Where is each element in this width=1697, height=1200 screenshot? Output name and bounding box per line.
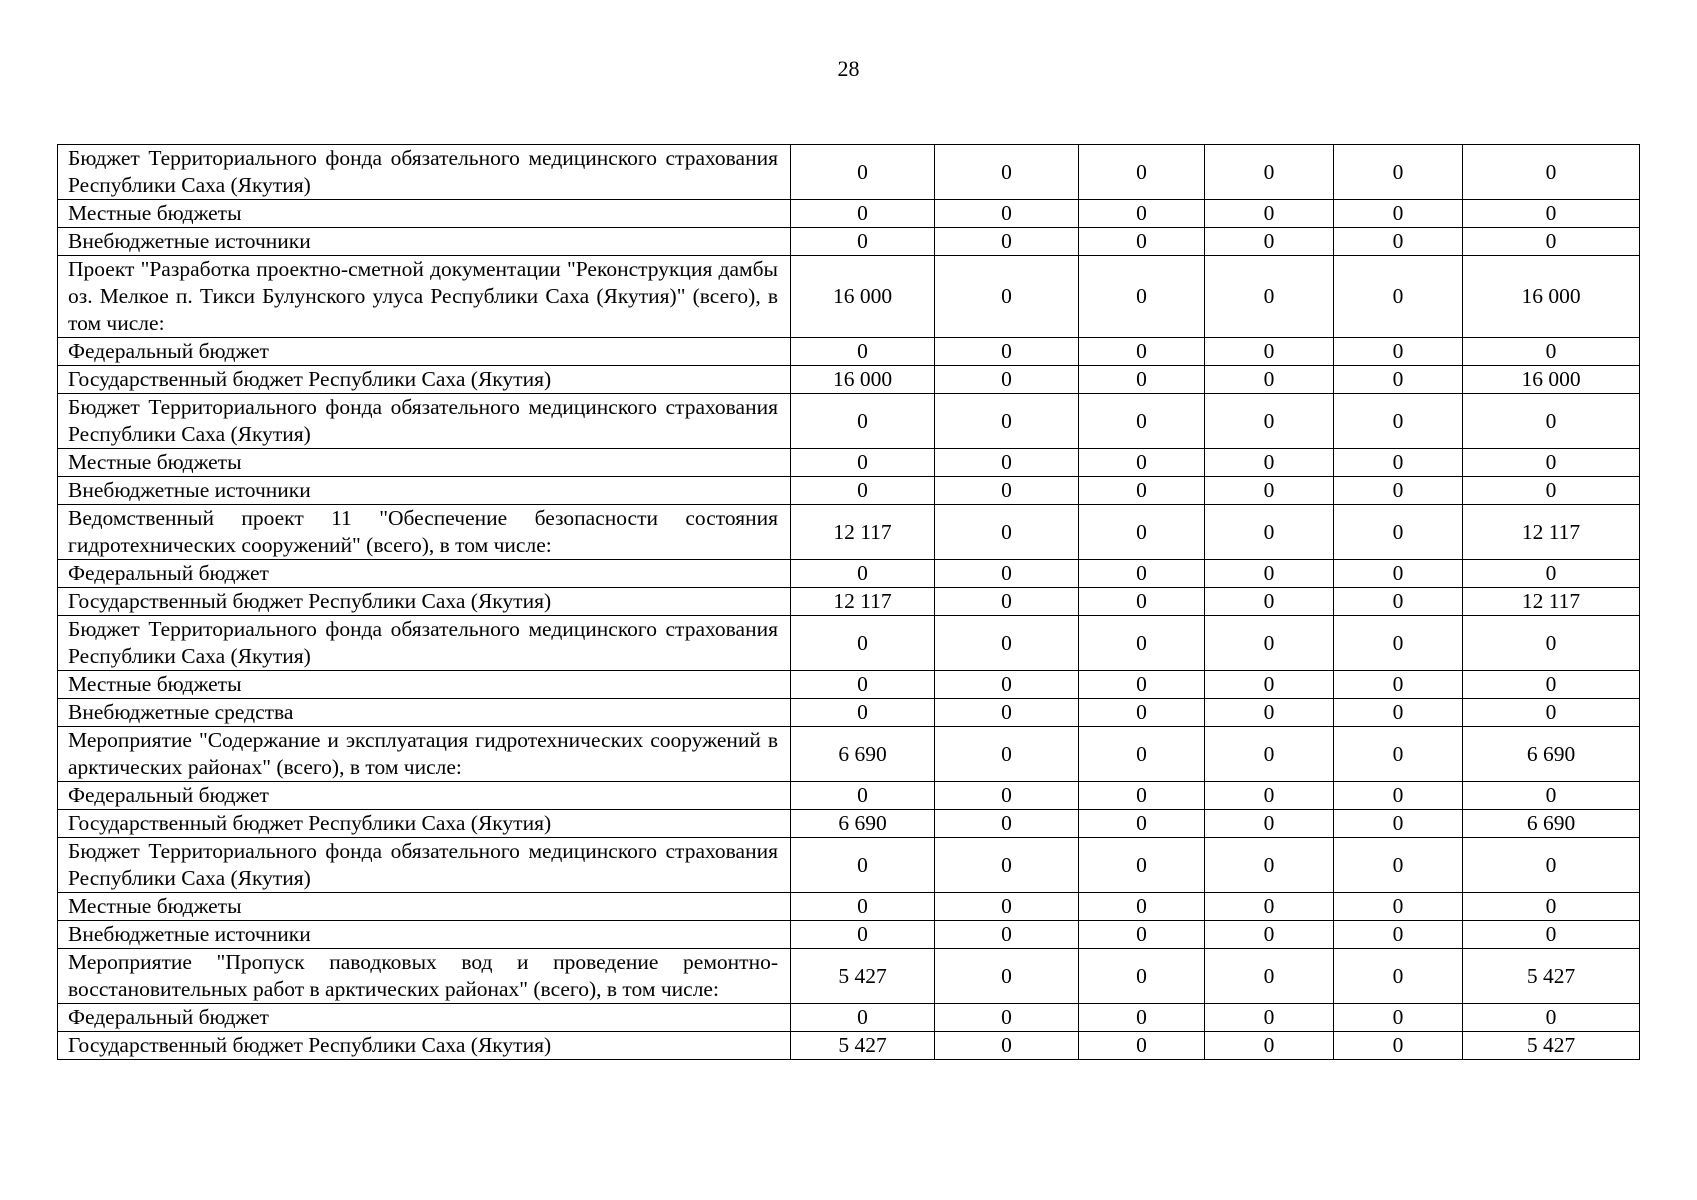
value-cell: 0 — [935, 394, 1079, 449]
value-cell: 0 — [1334, 838, 1463, 893]
value-cell: 0 — [1079, 449, 1205, 477]
value-cell: 0 — [935, 782, 1079, 810]
table-row — [58, 1032, 1640, 1060]
value-cell: 0 — [935, 338, 1079, 366]
value-cell: 0 — [791, 671, 935, 699]
table-row — [58, 505, 1640, 560]
value-cell: 0 — [1334, 727, 1463, 782]
value-cell: 0 — [1334, 477, 1463, 505]
value-cell: 0 — [1079, 810, 1205, 838]
value-cell: 0 — [1463, 560, 1640, 588]
value-cell: 0 — [791, 145, 935, 200]
table-row — [58, 588, 1640, 616]
value-cell: 0 — [935, 838, 1079, 893]
row-label: Местные бюджеты — [58, 893, 791, 921]
row-label: Государственный бюджет Республики Саха (Якутия) — [58, 1032, 791, 1060]
row-label: Внебюджетные источники — [58, 228, 791, 256]
table-row — [58, 671, 1640, 699]
value-cell: 0 — [1205, 338, 1334, 366]
value-cell: 0 — [1205, 1032, 1334, 1060]
value-cell: 0 — [1463, 921, 1640, 949]
value-cell: 0 — [791, 616, 935, 671]
value-cell: 0 — [935, 1004, 1079, 1032]
value-cell: 0 — [1205, 200, 1334, 228]
row-label: Внебюджетные источники — [58, 921, 791, 949]
value-cell: 0 — [1334, 699, 1463, 727]
table-row — [58, 338, 1640, 366]
value-cell: 0 — [1079, 505, 1205, 560]
value-cell: 0 — [1079, 949, 1205, 1004]
row-label: Мероприятие "Пропуск паводковых вод и проведение ремонтно-восстановительных работ в арктических районах" (всего), в том числе: — [58, 949, 791, 1004]
value-cell: 0 — [1463, 145, 1640, 200]
value-cell: 0 — [1079, 588, 1205, 616]
value-cell: 0 — [935, 699, 1079, 727]
value-cell: 0 — [1334, 1032, 1463, 1060]
row-label: Бюджет Территориального фонда обязательного медицинского страхования Республики Саха (Якутия) — [58, 394, 791, 449]
value-cell: 0 — [1205, 921, 1334, 949]
value-cell: 0 — [791, 228, 935, 256]
table-row — [58, 810, 1640, 838]
value-cell: 0 — [1079, 838, 1205, 893]
value-cell: 0 — [1205, 838, 1334, 893]
value-cell: 0 — [935, 366, 1079, 394]
value-cell: 5 427 — [1463, 949, 1640, 1004]
value-cell: 0 — [1334, 560, 1463, 588]
value-cell: 0 — [791, 477, 935, 505]
value-cell: 0 — [1334, 782, 1463, 810]
value-cell: 0 — [1079, 366, 1205, 394]
value-cell: 0 — [791, 338, 935, 366]
value-cell: 0 — [1079, 145, 1205, 200]
value-cell: 0 — [1463, 394, 1640, 449]
value-cell: 0 — [1463, 449, 1640, 477]
value-cell: 0 — [935, 893, 1079, 921]
row-label: Внебюджетные средства — [58, 699, 791, 727]
value-cell: 0 — [1205, 145, 1334, 200]
row-label: Мероприятие "Содержание и эксплуатация гидротехнических сооружений в арктических районах" (всего), в том числе: — [58, 727, 791, 782]
table-row — [58, 893, 1640, 921]
value-cell: 0 — [1334, 810, 1463, 838]
row-label: Бюджет Территориального фонда обязательного медицинского страхования Республики Саха (Якутия) — [58, 145, 791, 200]
table-row — [58, 838, 1640, 893]
value-cell: 12 117 — [1463, 505, 1640, 560]
value-cell: 0 — [1079, 1004, 1205, 1032]
value-cell: 5 427 — [1463, 1032, 1640, 1060]
table-row — [58, 256, 1640, 338]
table-row — [58, 921, 1640, 949]
value-cell: 0 — [1205, 588, 1334, 616]
value-cell: 0 — [1079, 727, 1205, 782]
value-cell: 0 — [791, 560, 935, 588]
value-cell: 0 — [1205, 810, 1334, 838]
table-row — [58, 782, 1640, 810]
value-cell: 0 — [1463, 477, 1640, 505]
row-label: Проект "Разработка проектно-сметной документации "Реконструкция дамбы оз. Мелкое п. Тикси Булунского улуса Республики Саха (Якутия)" (всего), в том числе: — [58, 256, 791, 338]
value-cell: 0 — [1463, 893, 1640, 921]
table-row — [58, 560, 1640, 588]
table-row — [58, 477, 1640, 505]
value-cell: 12 117 — [791, 588, 935, 616]
value-cell: 6 690 — [791, 810, 935, 838]
row-label: Государственный бюджет Республики Саха (Якутия) — [58, 366, 791, 394]
value-cell: 0 — [791, 699, 935, 727]
table-row — [58, 200, 1640, 228]
row-label: Бюджет Территориального фонда обязательного медицинского страхования Республики Саха (Якутия) — [58, 838, 791, 893]
value-cell: 0 — [1205, 477, 1334, 505]
value-cell: 0 — [1079, 921, 1205, 949]
value-cell: 0 — [1334, 449, 1463, 477]
value-cell: 0 — [1205, 893, 1334, 921]
value-cell: 0 — [1079, 228, 1205, 256]
value-cell: 0 — [791, 449, 935, 477]
value-cell: 0 — [1334, 616, 1463, 671]
value-cell: 16 000 — [1463, 256, 1640, 338]
table-row — [58, 394, 1640, 449]
value-cell: 0 — [935, 256, 1079, 338]
value-cell: 0 — [1079, 699, 1205, 727]
table-row — [58, 1004, 1640, 1032]
value-cell: 0 — [1463, 1004, 1640, 1032]
table-row — [58, 449, 1640, 477]
value-cell: 12 117 — [791, 505, 935, 560]
value-cell: 0 — [1463, 200, 1640, 228]
row-label: Местные бюджеты — [58, 200, 791, 228]
value-cell: 0 — [1205, 449, 1334, 477]
value-cell: 0 — [1463, 338, 1640, 366]
value-cell: 0 — [791, 921, 935, 949]
value-cell: 0 — [1205, 699, 1334, 727]
value-cell: 0 — [791, 200, 935, 228]
value-cell: 6 690 — [791, 727, 935, 782]
value-cell: 0 — [1334, 921, 1463, 949]
table-row — [58, 145, 1640, 200]
value-cell: 0 — [791, 394, 935, 449]
table-row — [58, 616, 1640, 671]
value-cell: 0 — [1334, 145, 1463, 200]
value-cell: 0 — [1205, 256, 1334, 338]
value-cell: 0 — [1205, 560, 1334, 588]
value-cell: 0 — [1463, 671, 1640, 699]
row-label: Внебюджетные источники — [58, 477, 791, 505]
value-cell: 0 — [1079, 671, 1205, 699]
value-cell: 0 — [791, 782, 935, 810]
value-cell: 0 — [1205, 505, 1334, 560]
value-cell: 0 — [1463, 838, 1640, 893]
value-cell: 6 690 — [1463, 810, 1640, 838]
value-cell: 0 — [1463, 782, 1640, 810]
value-cell: 0 — [935, 810, 1079, 838]
value-cell: 0 — [1079, 338, 1205, 366]
value-cell: 0 — [1334, 338, 1463, 366]
row-label: Федеральный бюджет — [58, 338, 791, 366]
value-cell: 0 — [935, 200, 1079, 228]
row-label: Федеральный бюджет — [58, 782, 791, 810]
row-label: Местные бюджеты — [58, 671, 791, 699]
table-body — [58, 145, 1640, 1060]
table-row — [58, 727, 1640, 782]
value-cell: 16 000 — [1463, 366, 1640, 394]
value-cell: 5 427 — [791, 1032, 935, 1060]
value-cell: 0 — [935, 616, 1079, 671]
value-cell: 0 — [935, 1032, 1079, 1060]
value-cell: 0 — [935, 588, 1079, 616]
budget-table — [57, 144, 1640, 1060]
page-number: 28 — [837, 56, 860, 81]
value-cell: 0 — [1079, 782, 1205, 810]
value-cell: 0 — [935, 477, 1079, 505]
value-cell: 16 000 — [791, 256, 935, 338]
value-cell: 0 — [935, 505, 1079, 560]
value-cell: 0 — [1205, 782, 1334, 810]
value-cell: 0 — [1334, 893, 1463, 921]
value-cell: 0 — [791, 1004, 935, 1032]
value-cell: 0 — [1205, 616, 1334, 671]
value-cell: 0 — [1079, 893, 1205, 921]
value-cell: 0 — [1079, 256, 1205, 338]
value-cell: 0 — [1205, 671, 1334, 699]
value-cell: 0 — [1334, 1004, 1463, 1032]
row-label: Государственный бюджет Республики Саха (Якутия) — [58, 588, 791, 616]
value-cell: 0 — [935, 921, 1079, 949]
table-row — [58, 949, 1640, 1004]
row-label: Бюджет Территориального фонда обязательного медицинского страхования Республики Саха (Якутия) — [58, 616, 791, 671]
value-cell: 0 — [1334, 200, 1463, 228]
value-cell: 0 — [1334, 949, 1463, 1004]
value-cell: 0 — [1079, 394, 1205, 449]
value-cell: 0 — [1079, 1032, 1205, 1060]
table-row — [58, 699, 1640, 727]
value-cell: 0 — [1079, 560, 1205, 588]
value-cell: 0 — [1205, 366, 1334, 394]
value-cell: 0 — [1334, 228, 1463, 256]
table-row — [58, 366, 1640, 394]
row-label: Государственный бюджет Республики Саха (Якутия) — [58, 810, 791, 838]
value-cell: 0 — [1334, 394, 1463, 449]
value-cell: 0 — [1079, 616, 1205, 671]
value-cell: 0 — [1205, 727, 1334, 782]
value-cell: 0 — [1463, 228, 1640, 256]
table-row — [58, 228, 1640, 256]
value-cell: 0 — [1205, 394, 1334, 449]
value-cell: 0 — [1334, 256, 1463, 338]
value-cell: 0 — [935, 949, 1079, 1004]
value-cell: 0 — [1079, 200, 1205, 228]
row-label: Ведомственный проект 11 "Обеспечение безопасности состояния гидротехнических сооружений" (всего), в том числе: — [58, 505, 791, 560]
row-label: Федеральный бюджет — [58, 1004, 791, 1032]
value-cell: 6 690 — [1463, 727, 1640, 782]
value-cell: 0 — [935, 727, 1079, 782]
value-cell: 5 427 — [791, 949, 935, 1004]
value-cell: 0 — [1205, 949, 1334, 1004]
value-cell: 0 — [1463, 699, 1640, 727]
value-cell: 0 — [935, 228, 1079, 256]
value-cell: 0 — [1463, 616, 1640, 671]
value-cell: 12 117 — [1463, 588, 1640, 616]
value-cell: 0 — [1334, 505, 1463, 560]
value-cell: 0 — [1334, 588, 1463, 616]
value-cell: 0 — [1079, 477, 1205, 505]
value-cell: 0 — [935, 145, 1079, 200]
value-cell: 0 — [935, 671, 1079, 699]
value-cell: 0 — [1205, 228, 1334, 256]
value-cell: 0 — [791, 838, 935, 893]
value-cell: 0 — [935, 560, 1079, 588]
row-label: Федеральный бюджет — [58, 560, 791, 588]
value-cell: 0 — [791, 893, 935, 921]
value-cell: 0 — [1334, 366, 1463, 394]
value-cell: 0 — [1334, 671, 1463, 699]
value-cell: 16 000 — [791, 366, 935, 394]
value-cell: 0 — [1205, 1004, 1334, 1032]
value-cell: 0 — [935, 449, 1079, 477]
row-label: Местные бюджеты — [58, 449, 791, 477]
